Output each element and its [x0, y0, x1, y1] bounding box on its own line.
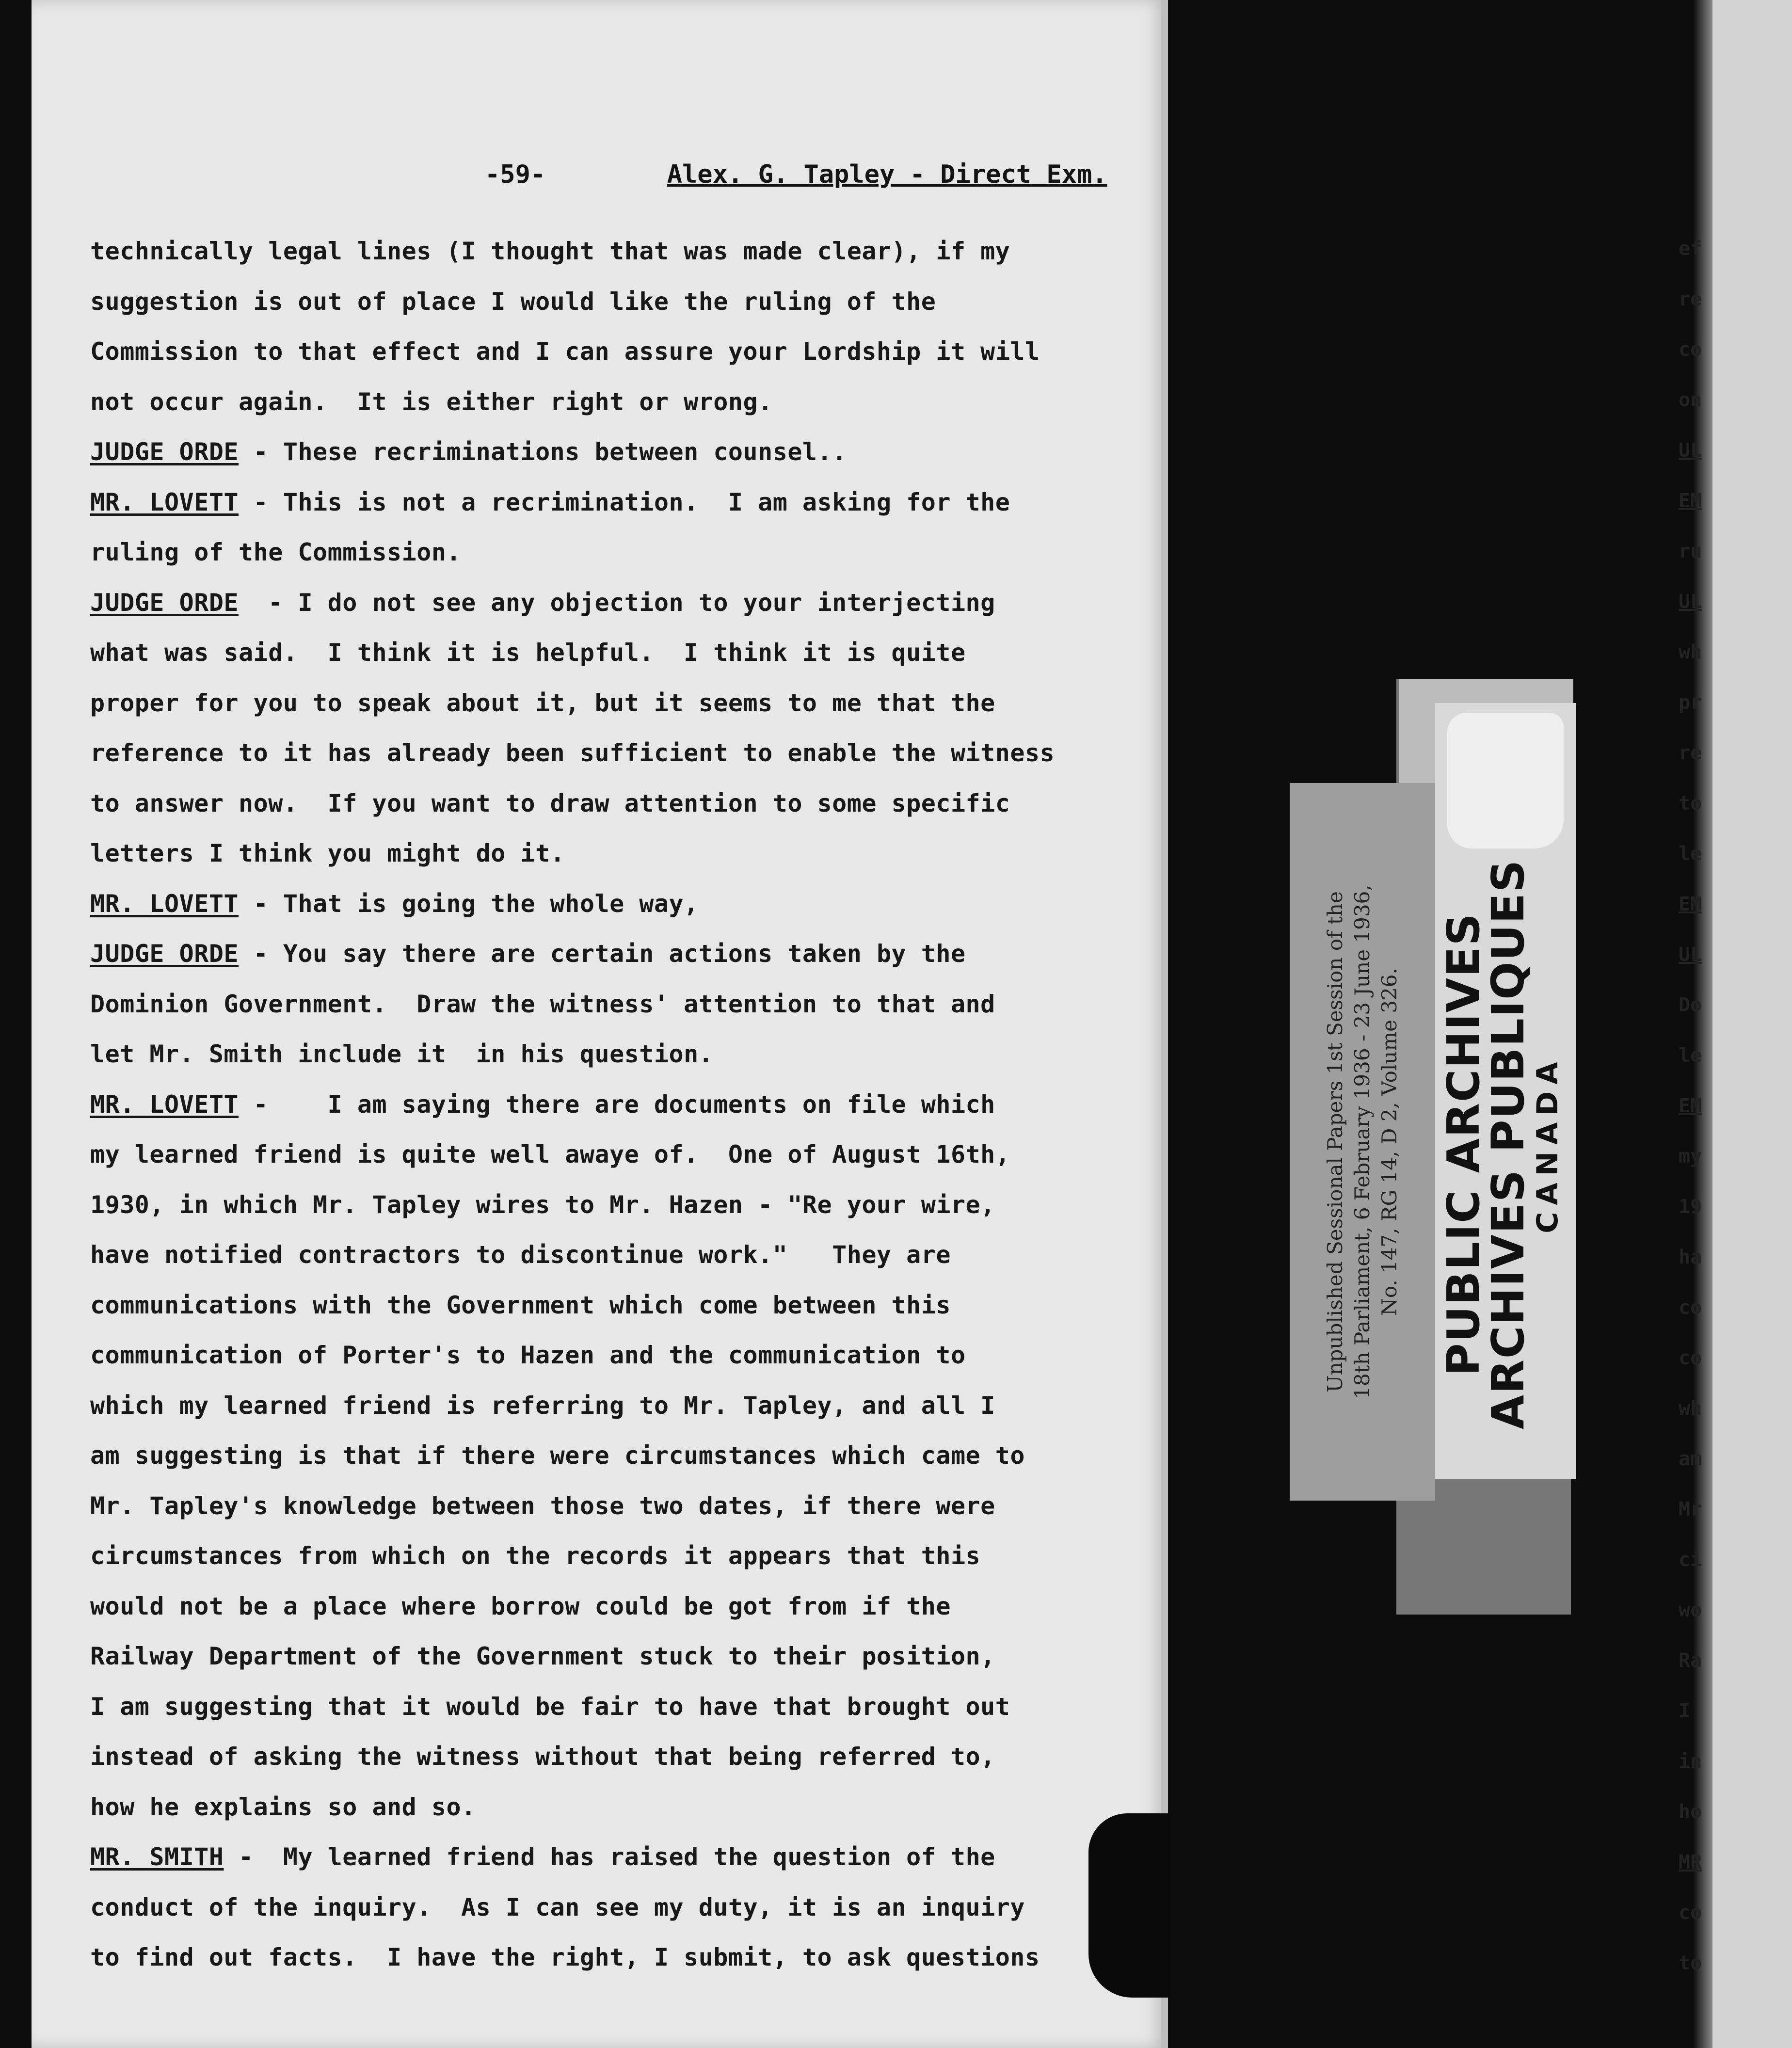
transcript-line	[90, 1341, 966, 1370]
line-text: - My learned friend has raised the question of the	[224, 1843, 995, 1871]
transcript-line	[90, 789, 1010, 818]
tape-piece	[1447, 713, 1564, 848]
adjacent-fragment: co	[1679, 338, 1702, 361]
transcript-line	[90, 1742, 995, 1771]
archive-stamp-text	[1438, 829, 1565, 1459]
scanner-thumb-shadow	[1088, 1813, 1171, 1998]
speaker-line	[90, 1090, 995, 1119]
transcript-line	[90, 1642, 995, 1671]
adjacent-fragment: le	[1679, 1044, 1702, 1067]
speaker-name: MR. LOVETT	[90, 890, 239, 918]
line-text: - These recriminations between counsel..	[239, 438, 847, 466]
line-text: proper for you to speak about it, but it seems to me that the	[90, 689, 995, 717]
adjacent-fragment: EM	[1679, 893, 1702, 915]
page-title: Alex. G. Tapley - Direct Exm.	[667, 160, 1107, 189]
line-text: reference to it has already been sufficient to enable the witness	[90, 739, 1055, 767]
page-header	[485, 160, 1107, 189]
line-text: communication of Porter's to Hazen and the communication to	[90, 1341, 966, 1369]
transcript-line	[90, 1592, 951, 1621]
archive-line-3: CANADA	[1531, 1055, 1565, 1233]
archive-reference-text: Unpublished Sessional Papers 1st Session of the 18th Parliament, 6 February 1936 - 23 June 1936, No. 147, RG 14, D 2, Volume 326.	[1323, 884, 1401, 1399]
line-text: - That is going the whole way,	[239, 890, 699, 918]
adjacent-fragment: ru	[1679, 540, 1702, 562]
line-text: am suggesting is that if there were circumstances which came to	[90, 1441, 1025, 1470]
adjacent-fragment: my	[1679, 1145, 1702, 1168]
line-text: have notified contractors to discontinue work." They are	[90, 1241, 951, 1269]
adjacent-fragment: wh	[1679, 641, 1702, 663]
transcript-line	[90, 1541, 980, 1570]
line-text: Commission to that effect and I can assure your Lordship it will	[90, 337, 1040, 366]
transcript-line	[90, 337, 1040, 366]
speaker-name: JUDGE ORDE	[90, 589, 239, 617]
speaker-name: JUDGE ORDE	[90, 438, 239, 466]
line-text: what was said. I think it is helpful. I think it is quite	[90, 639, 966, 667]
adjacent-fragment: to	[1679, 792, 1702, 815]
transcript-line	[90, 237, 1010, 266]
transcript-line	[90, 387, 773, 416]
page-edge	[1161, 0, 1168, 2048]
adjacent-fragment: in	[1679, 1750, 1702, 1773]
line-text: - I am saying there are documents on file which	[239, 1090, 995, 1119]
adjacent-fragment: I	[1679, 1700, 1691, 1722]
transcript-line	[90, 1190, 995, 1219]
line-text: would not be a place where borrow could be got from if the	[90, 1592, 951, 1620]
transcript-line	[90, 1692, 1010, 1721]
speaker-line	[90, 488, 1010, 517]
transcript-line	[90, 738, 1055, 768]
adjacent-fragment: UL	[1679, 591, 1702, 613]
line-text: Mr. Tapley's knowledge between those two dates, if there were	[90, 1492, 995, 1520]
speaker-name: JUDGE ORDE	[90, 940, 239, 968]
transcript-line	[90, 538, 461, 567]
line-text: technically legal lines (I thought that was made clear), if my	[90, 237, 1010, 265]
speaker-name: MR. LOVETT	[90, 488, 239, 516]
line-text: how he explains so and so.	[90, 1793, 476, 1821]
transcript-line	[90, 1491, 995, 1520]
speaker-line	[90, 939, 966, 968]
transcript-line	[90, 839, 565, 868]
line-text: not occur again. It is either right or wrong.	[90, 388, 773, 416]
adjacent-fragment: wh	[1679, 1397, 1702, 1420]
line-text: ruling of the Commission.	[90, 538, 462, 566]
speaker-line	[90, 1842, 995, 1872]
adjacent-fragment: co	[1679, 1296, 1702, 1319]
speaker-line	[90, 889, 699, 918]
line-text: to find out facts. I have the right, I submit, to ask questions	[90, 1943, 1040, 1971]
speaker-name: MR. LOVETT	[90, 1090, 239, 1119]
transcript-line	[90, 1893, 1025, 1922]
adjacent-fragment: re	[1679, 742, 1702, 764]
line-text: communications with the Government which come between this	[90, 1291, 951, 1319]
archive-line-2: ARCHIVES PUBLIQUES	[1482, 859, 1534, 1430]
adjacent-fragment: pr	[1679, 691, 1702, 714]
line-text: - I do not see any objection to your interjecting	[239, 589, 995, 617]
transcript-line	[90, 1943, 1040, 1972]
line-text: - This is not a recrimination. I am asking for the	[239, 488, 1010, 516]
transcript-line	[90, 638, 966, 667]
speaker-line	[90, 437, 847, 466]
transcript-line	[90, 287, 936, 316]
adjacent-fragment: ef	[1679, 238, 1702, 260]
adjacent-fragment: re	[1679, 288, 1702, 310]
transcript-line	[90, 1040, 713, 1069]
transcript-line	[90, 1792, 476, 1822]
adjacent-fragment: Mr	[1679, 1498, 1702, 1520]
page-number: -59-	[485, 160, 546, 189]
adjacent-fragment: co	[1679, 1347, 1702, 1369]
adjacent-fragment: EM	[1679, 1095, 1702, 1117]
archive-line-1: PUBLIC ARCHIVES	[1438, 912, 1489, 1376]
line-text: Dominion Government. Draw the witness' attention to that and	[90, 990, 995, 1018]
line-text: 1930, in which Mr. Tapley wires to Mr. Hazen - "Re your wire,	[90, 1191, 995, 1219]
line-text: instead of asking the witness without that being referred to,	[90, 1743, 995, 1771]
line-text: my learned friend is quite well awaye of. One of August 16th,	[90, 1140, 1010, 1168]
adjacent-fragment: ci	[1679, 1549, 1702, 1571]
adjacent-fragment: le	[1679, 843, 1702, 865]
adjacent-fragment: UL	[1679, 944, 1702, 966]
adjacent-fragment: on	[1679, 389, 1702, 411]
line-text: circumstances from which on the records it appears that this	[90, 1542, 981, 1570]
speaker-name: MR. SMITH	[90, 1843, 224, 1871]
transcript-line	[90, 1391, 995, 1420]
line-text: conduct of the inquiry. As I can see my duty, it is an inquiry	[90, 1893, 1025, 1921]
line-text: Railway Department of the Government stuck to their position,	[90, 1642, 995, 1670]
adjacent-fragment: am	[1679, 1448, 1702, 1470]
transcript-line	[90, 688, 995, 718]
adjacent-fragment: wo	[1679, 1599, 1702, 1621]
line-text: letters I think you might do it.	[90, 839, 565, 867]
transcript-line	[90, 1240, 951, 1269]
adjacent-fragment: Do	[1679, 994, 1702, 1016]
adjacent-page-strip	[1693, 0, 1792, 2048]
adjacent-fragment: to	[1679, 1952, 1702, 1974]
speaker-line	[90, 588, 995, 617]
line-text: which my learned friend is referring to Mr. Tapley, and all I	[90, 1392, 995, 1420]
adjacent-fragment: 19	[1679, 1196, 1702, 1218]
line-text: to answer now. If you want to draw attention to some specific	[90, 789, 1010, 817]
adjacent-fragment: EM	[1679, 490, 1702, 512]
line-text: suggestion is out of place I would like the ruling of the	[90, 288, 936, 316]
adjacent-fragment: ho	[1679, 1801, 1702, 1823]
line-text: I am suggesting that it would be fair to have that brought out	[90, 1693, 1010, 1721]
transcript-line	[90, 1140, 1010, 1169]
line-text: let Mr. Smith include it in his question.	[90, 1040, 714, 1068]
transcript-line	[90, 990, 995, 1019]
transcript-line	[90, 1441, 1025, 1470]
adjacent-fragment: ha	[1679, 1246, 1702, 1268]
adjacent-fragment: Ra	[1679, 1649, 1702, 1672]
adjacent-fragment: MR	[1679, 1851, 1702, 1873]
adjacent-fragment: UL	[1679, 439, 1702, 462]
adjacent-fragment: co	[1679, 1902, 1702, 1924]
line-text: - You say there are certain actions taken by the	[239, 940, 966, 968]
transcript-line	[90, 1291, 951, 1320]
